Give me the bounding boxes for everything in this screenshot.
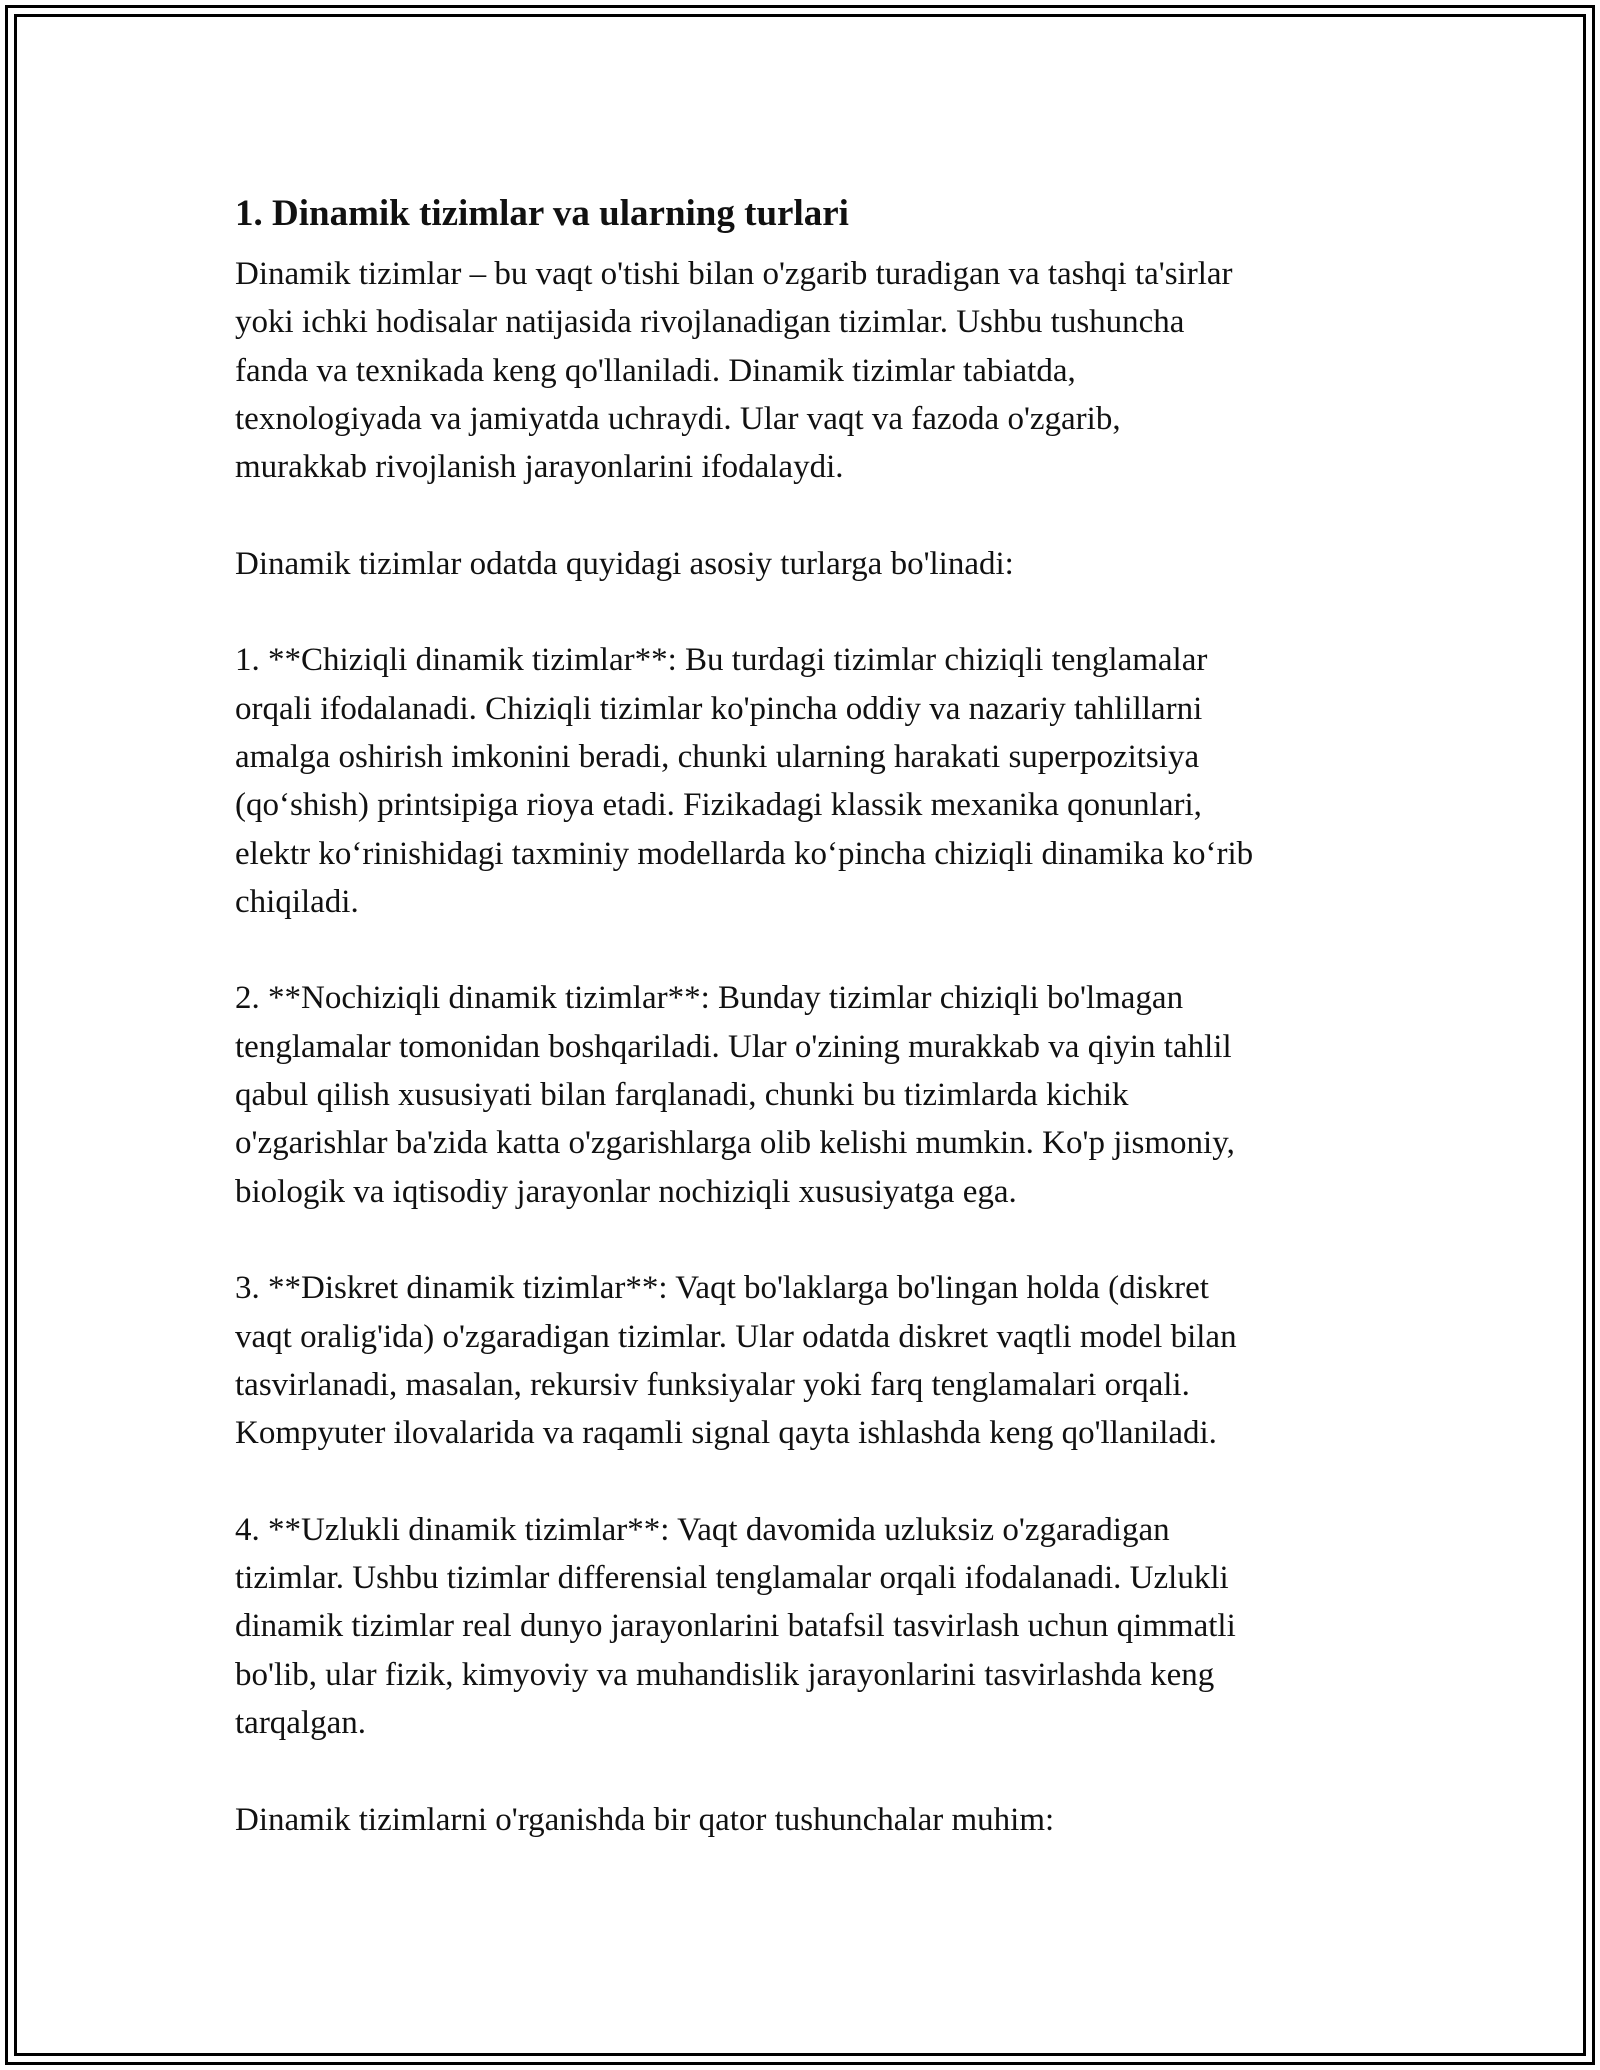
text-line: dinamik tizimlar real dunyo jarayonlarini batafsil tasvirlash uchun qimmatli [235, 1608, 1236, 1645]
text-line: texnologiyada va jamiyatda uchraydi. Ular vaqt va fazoda o'zgarib, [235, 400, 1121, 437]
text-line: (qo‘shish) printsipiga rioya etadi. Fizikadagi klassik mexanika qonunlari, [235, 787, 1202, 824]
section-heading: 1. Dinamik tizimlar va ularning turlari [235, 193, 849, 234]
text-line: 1. **Chiziqli dinamik tizimlar**: Bu turdagi tizimlar chiziqli tenglamalar [235, 642, 1208, 679]
list-item-discrete [235, 1264, 1370, 1457]
text-line: tasvirlanadi, masalan, rekursiv funksiyalar yoki farq tenglamalari orqali. [235, 1366, 1190, 1403]
list-item-continuous [235, 1506, 1370, 1747]
list-item-nonlinear [235, 974, 1370, 1215]
text-line: fanda va texnikada keng qo'llaniladi. Dinamik tizimlar tabiatda, [235, 352, 1076, 389]
text-line: chiqiladi. [235, 883, 359, 920]
text-line: qabul qilish xususiyati bilan farqlanadi, chunki bu tizimlarda kichik [235, 1077, 1129, 1114]
text-line: tenglamalar tomonidan boshqariladi. Ular o'zining murakkab va qiyin tahlil [235, 1028, 1232, 1065]
text-line: o'zgarishlar ba'zida katta o'zgarishlarga olib kelishi mumkin. Ko'p jismoniy, [235, 1125, 1235, 1162]
text-line: Kompyuter ilovalarida va raqamli signal qayta ishlashda keng qo'llaniladi. [235, 1415, 1217, 1452]
text-line: vaqt oralig'ida) o'zgaradigan tizimlar. Ular odatda diskret vaqtli model bilan [235, 1318, 1237, 1355]
text-line: amalga oshirish imkonini beradi, chunki ularning harakati superpozitsiya [235, 738, 1200, 775]
text-line: 4. **Uzlukli dinamik tizimlar**: Vaqt davomida uzluksiz o'zgaradigan [235, 1511, 1170, 1548]
text-line: biologik va iqtisodiy jarayonlar nochiziqli xususiyatga ega. [235, 1173, 1017, 1210]
list-item-linear [235, 636, 1370, 926]
text-line: Dinamik tizimlarni o'rganishda bir qator tushunchalar muhim: [235, 1801, 1055, 1838]
text-line: elektr ko‘rinishidagi taxminiy modellarda ko‘pincha chiziqli dinamika ko‘rib [235, 835, 1254, 872]
text-line: tizimlar. Ushbu tizimlar differensial tenglamalar orqali ifodalanadi. Uzlukli [235, 1560, 1229, 1597]
text-line: 2. **Nochiziqli dinamik tizimlar**: Bunday tizimlar chiziqli bo'lmagan [235, 980, 1184, 1017]
text-line: Dinamik tizimlar – bu vaqt o'tishi bilan o'zgarib turadigan va tashqi ta'sirlar [235, 256, 1233, 292]
document-body [235, 186, 1370, 1892]
text-line: tarqalgan. [235, 1704, 367, 1741]
text-line: yoki ichki hodisalar natijasida rivojlanadigan tizimlar. Ushbu tushuncha [235, 304, 1185, 341]
intro-paragraph [235, 250, 1370, 491]
text-line: Dinamik tizimlar odatda quyidagi asosiy turlarga bo'linadi: [235, 545, 1014, 582]
text-line: murakkab rivojlanish jarayonlarini ifodalaydi. [235, 449, 844, 486]
types-intro-paragraph [235, 540, 1370, 588]
text-line: 3. **Diskret dinamik tizimlar**: Vaqt bo'laklarga bo'lingan holda (diskret [235, 1270, 1209, 1307]
concepts-intro-paragraph [235, 1796, 1370, 1844]
text-line: orqali ifodalanadi. Chiziqli tizimlar ko'pincha oddiy va nazariy tahlillarni [235, 690, 1203, 727]
text-line: bo'lib, ular fizik, kimyoviy va muhandislik jarayonlarini tasvirlashda keng [235, 1656, 1215, 1693]
